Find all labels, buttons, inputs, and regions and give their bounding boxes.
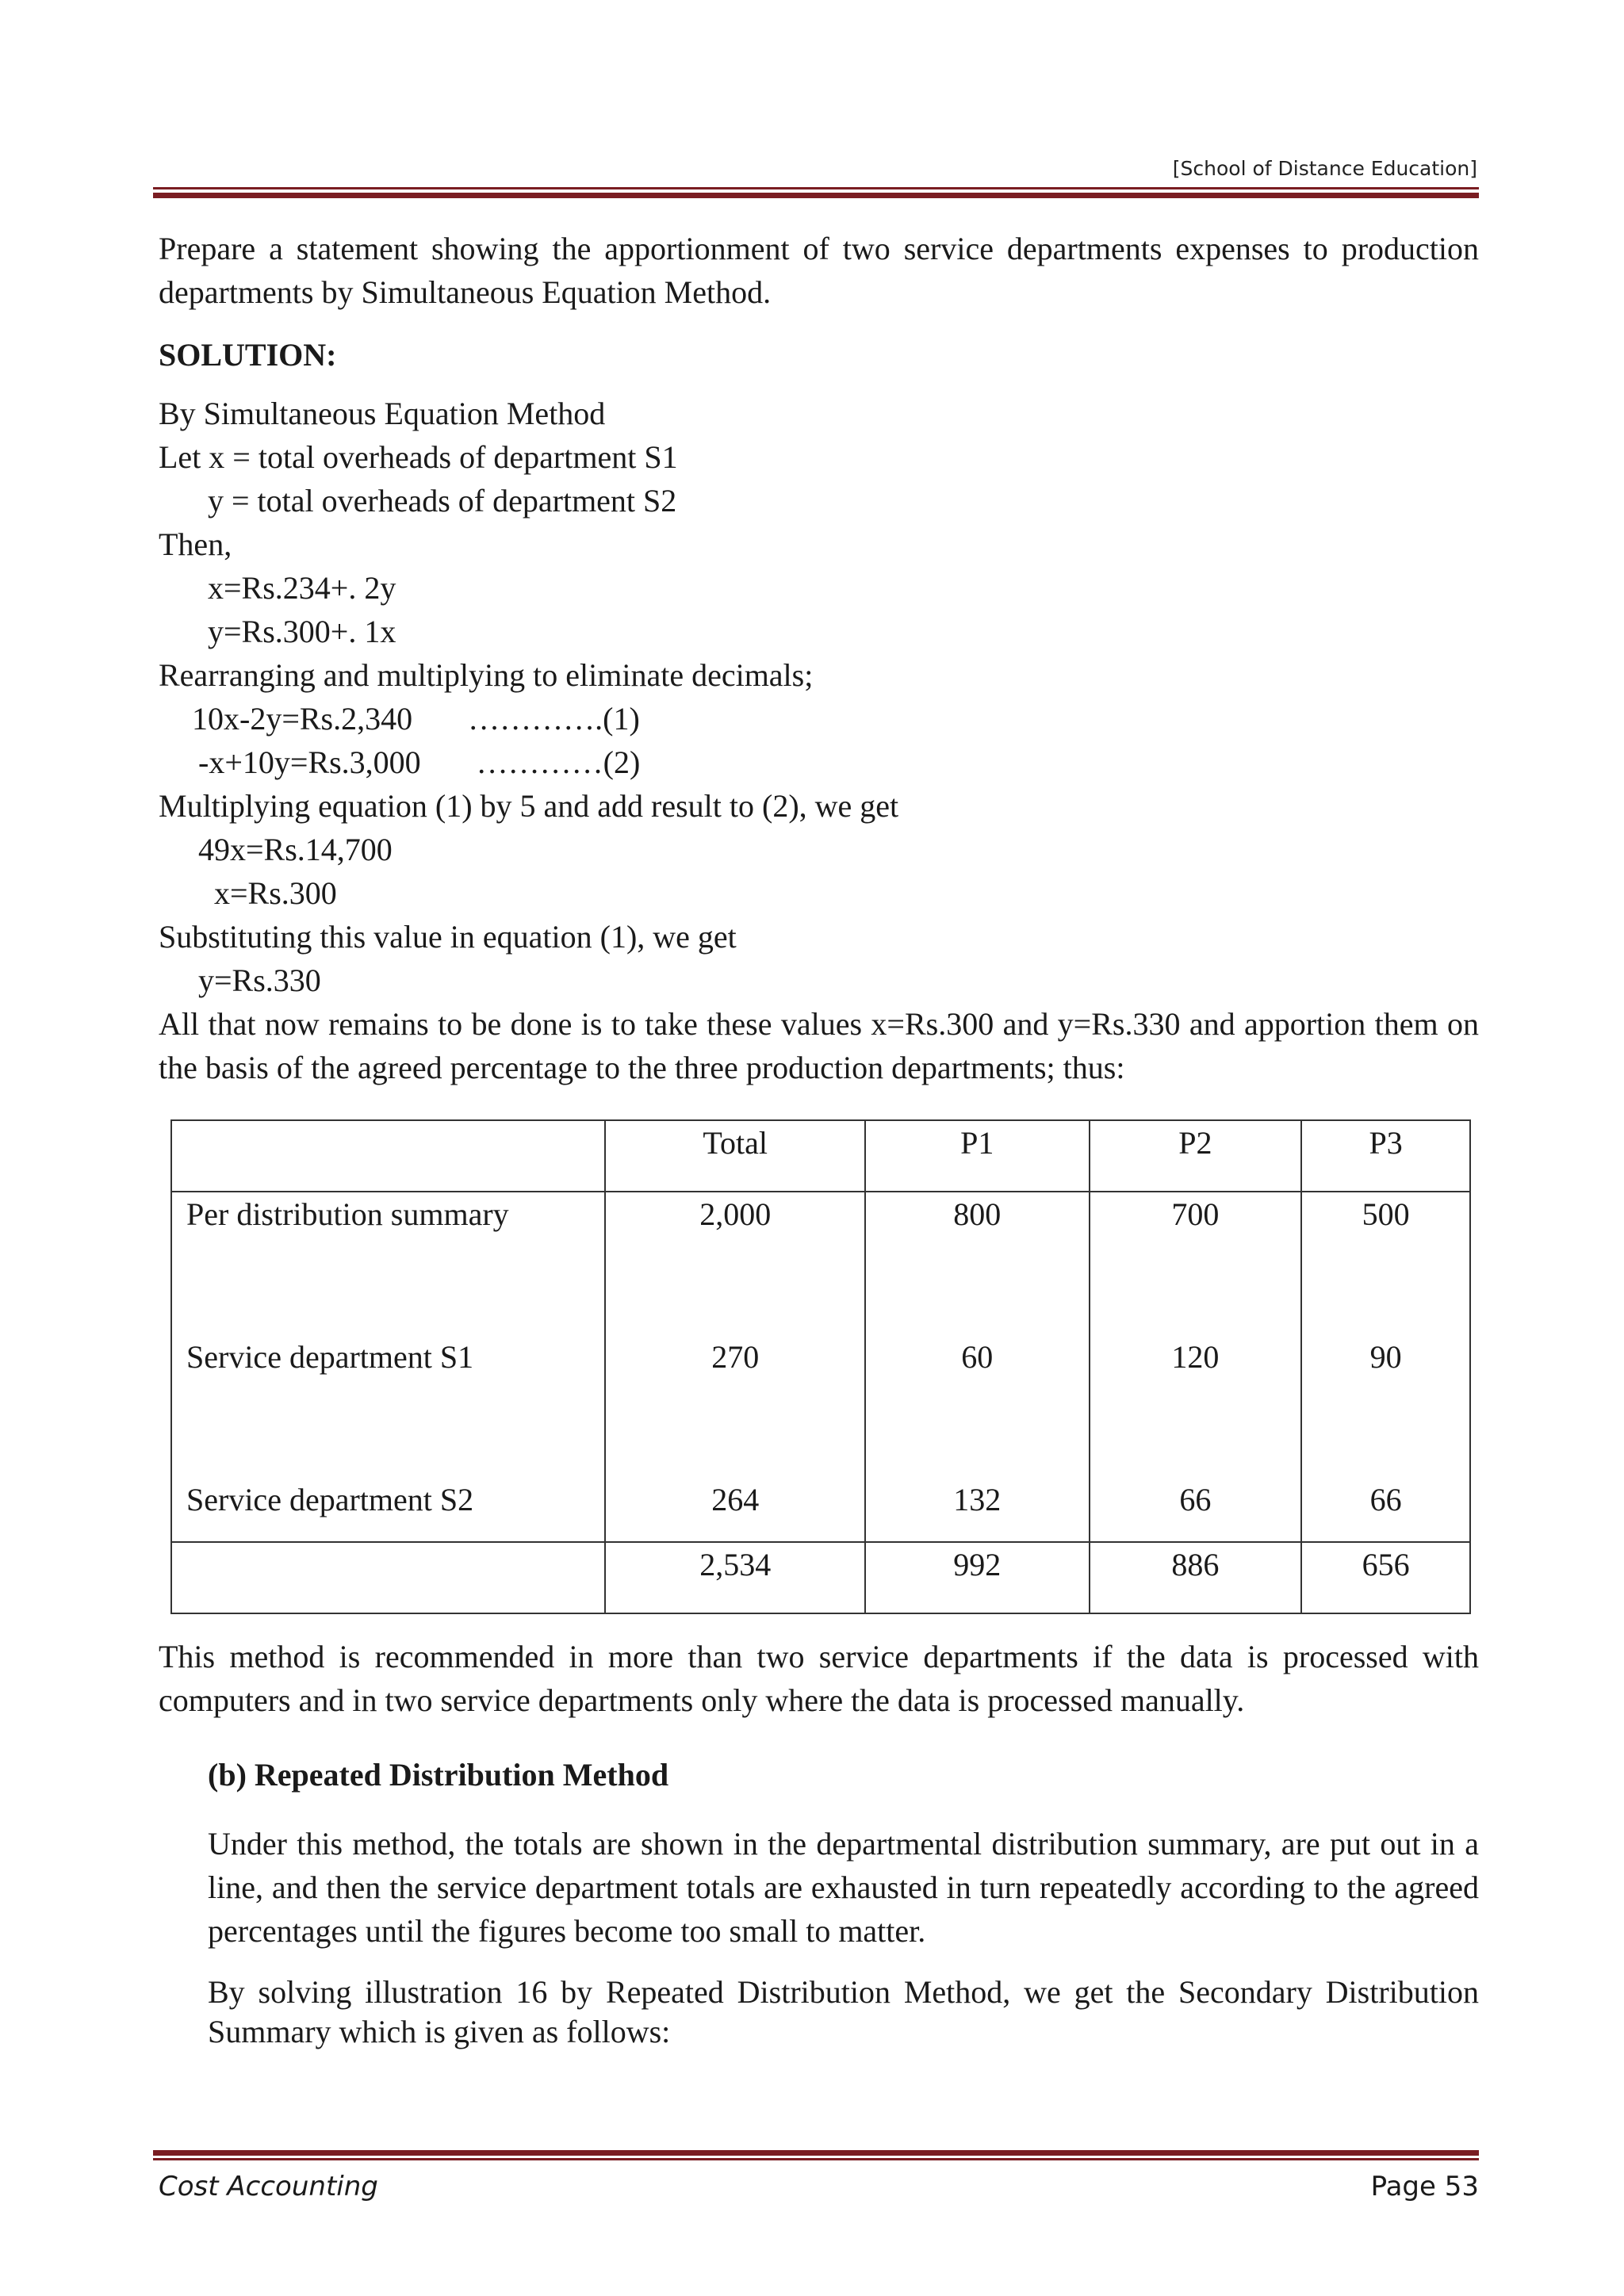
table-cell: 120 — [1171, 1339, 1220, 1375]
row-label: Service department S2 — [186, 1482, 474, 1517]
table-cell: 800 — [953, 1196, 1002, 1232]
table-header-cell: P3 — [1301, 1120, 1470, 1192]
table-cell: 992 — [865, 1542, 1090, 1613]
after-table-paragraph: This method is recommended in more than two service departments if the data is processed with computers and in two service departments only where the data is processed manually. — [159, 1639, 1479, 1718]
running-header: [School of Distance Education] — [1172, 157, 1477, 180]
section-b-paragraph: Under this method, the totals are shown in the departmental distribution summary, are put out in a line, and then the service department totals are exhausted in turn repeatedly according to the agreed percentages until the figures become too small to matter. — [208, 1826, 1479, 1949]
distribution-table — [170, 1119, 1471, 1614]
table-cell: 60 — [961, 1339, 994, 1375]
equation-line: -x+10y=Rs.3,000 …………(2) — [198, 744, 641, 780]
table-header-cell: P1 — [865, 1120, 1090, 1192]
solution-line: By Simultaneous Equation Method — [159, 396, 606, 431]
footer-course-title: Cost Accounting — [159, 2171, 378, 2202]
table-cell: 132 — [953, 1482, 1002, 1517]
solution-block — [159, 392, 1479, 1089]
equation-line: y=Rs.300+. 1x — [208, 614, 396, 649]
header-rule-thin — [153, 187, 1479, 189]
table-cell: 886 — [1090, 1542, 1302, 1613]
table-cell: 270 — [711, 1339, 760, 1375]
section-b-paragraph: By solving illustration 16 by Repeated Distribution Method, we get the Secondary Distribution Summary which is given as follows: — [208, 1974, 1479, 2049]
table-cell: 2,534 — [605, 1542, 865, 1613]
solution-line: Multiplying equation (1) by 5 and add result to (2), we get — [159, 788, 899, 824]
table-cell: 66 — [1179, 1482, 1212, 1517]
total-column-cell — [605, 1192, 865, 1542]
table-header-cell: P2 — [1090, 1120, 1302, 1192]
solution-line: Substituting this value in equation (1), we get — [159, 919, 737, 955]
p1-column-cell — [865, 1192, 1090, 1542]
row-label: Per distribution summary — [186, 1196, 509, 1232]
footer-rule-thin — [153, 2158, 1479, 2160]
table-header-cell: Total — [605, 1120, 865, 1192]
header-rule-thick — [153, 193, 1479, 198]
footer-rule-thick — [153, 2150, 1479, 2156]
conclusion-paragraph: All that now remains to be done is to take these values x=Rs.300 and y=Rs.330 and apportion them on the basis of the agreed percentage to the three production departments; thus: — [159, 1006, 1479, 1085]
table-header-cell — [171, 1120, 605, 1192]
table-header-row — [171, 1120, 1470, 1192]
p3-column-cell — [1301, 1192, 1470, 1542]
solution-line: Then, — [159, 526, 232, 562]
solution-line: y = total overheads of department S2 — [208, 483, 677, 519]
section-b-heading: (b) Repeated Distribution Method — [208, 1757, 669, 1793]
table-cell — [171, 1542, 605, 1613]
table-cell: 656 — [1301, 1542, 1470, 1613]
page-number: Page 53 — [1370, 2171, 1479, 2202]
solution-line: Let x = total overheads of department S1 — [159, 439, 678, 475]
equation-line: 10x-2y=Rs.2,340 ………….(1) — [192, 701, 640, 737]
section-b-para1-block — [208, 1822, 1479, 1953]
row-label: Service department S1 — [186, 1339, 474, 1375]
table-cell: 90 — [1369, 1339, 1402, 1375]
table-cell: 700 — [1171, 1196, 1220, 1232]
equation-line: x=Rs.234+. 2y — [208, 570, 396, 606]
table-cell: 2,000 — [699, 1196, 772, 1232]
equation-line: 49x=Rs.14,700 — [198, 832, 393, 867]
intro-block — [159, 227, 1479, 314]
table-body-row — [171, 1192, 1470, 1542]
section-b-para2-block — [208, 1973, 1479, 2052]
after-table-block — [159, 1635, 1479, 1722]
solution-heading: SOLUTION: — [159, 337, 337, 373]
equation-line: y=Rs.330 — [198, 962, 321, 998]
p2-column-cell — [1090, 1192, 1302, 1542]
table-cell: 500 — [1362, 1196, 1410, 1232]
row-labels-cell — [171, 1192, 605, 1542]
solution-line: Rearranging and multiplying to eliminate decimals; — [159, 657, 814, 693]
table-totals-row — [171, 1542, 1470, 1613]
table-cell: 264 — [711, 1482, 760, 1517]
intro-paragraph: Prepare a statement showing the apportionment of two service departments expenses to production departments by Simultaneous Equation Method. — [159, 231, 1479, 310]
equation-line: x=Rs.300 — [214, 875, 337, 911]
table-cell: 66 — [1369, 1482, 1402, 1517]
